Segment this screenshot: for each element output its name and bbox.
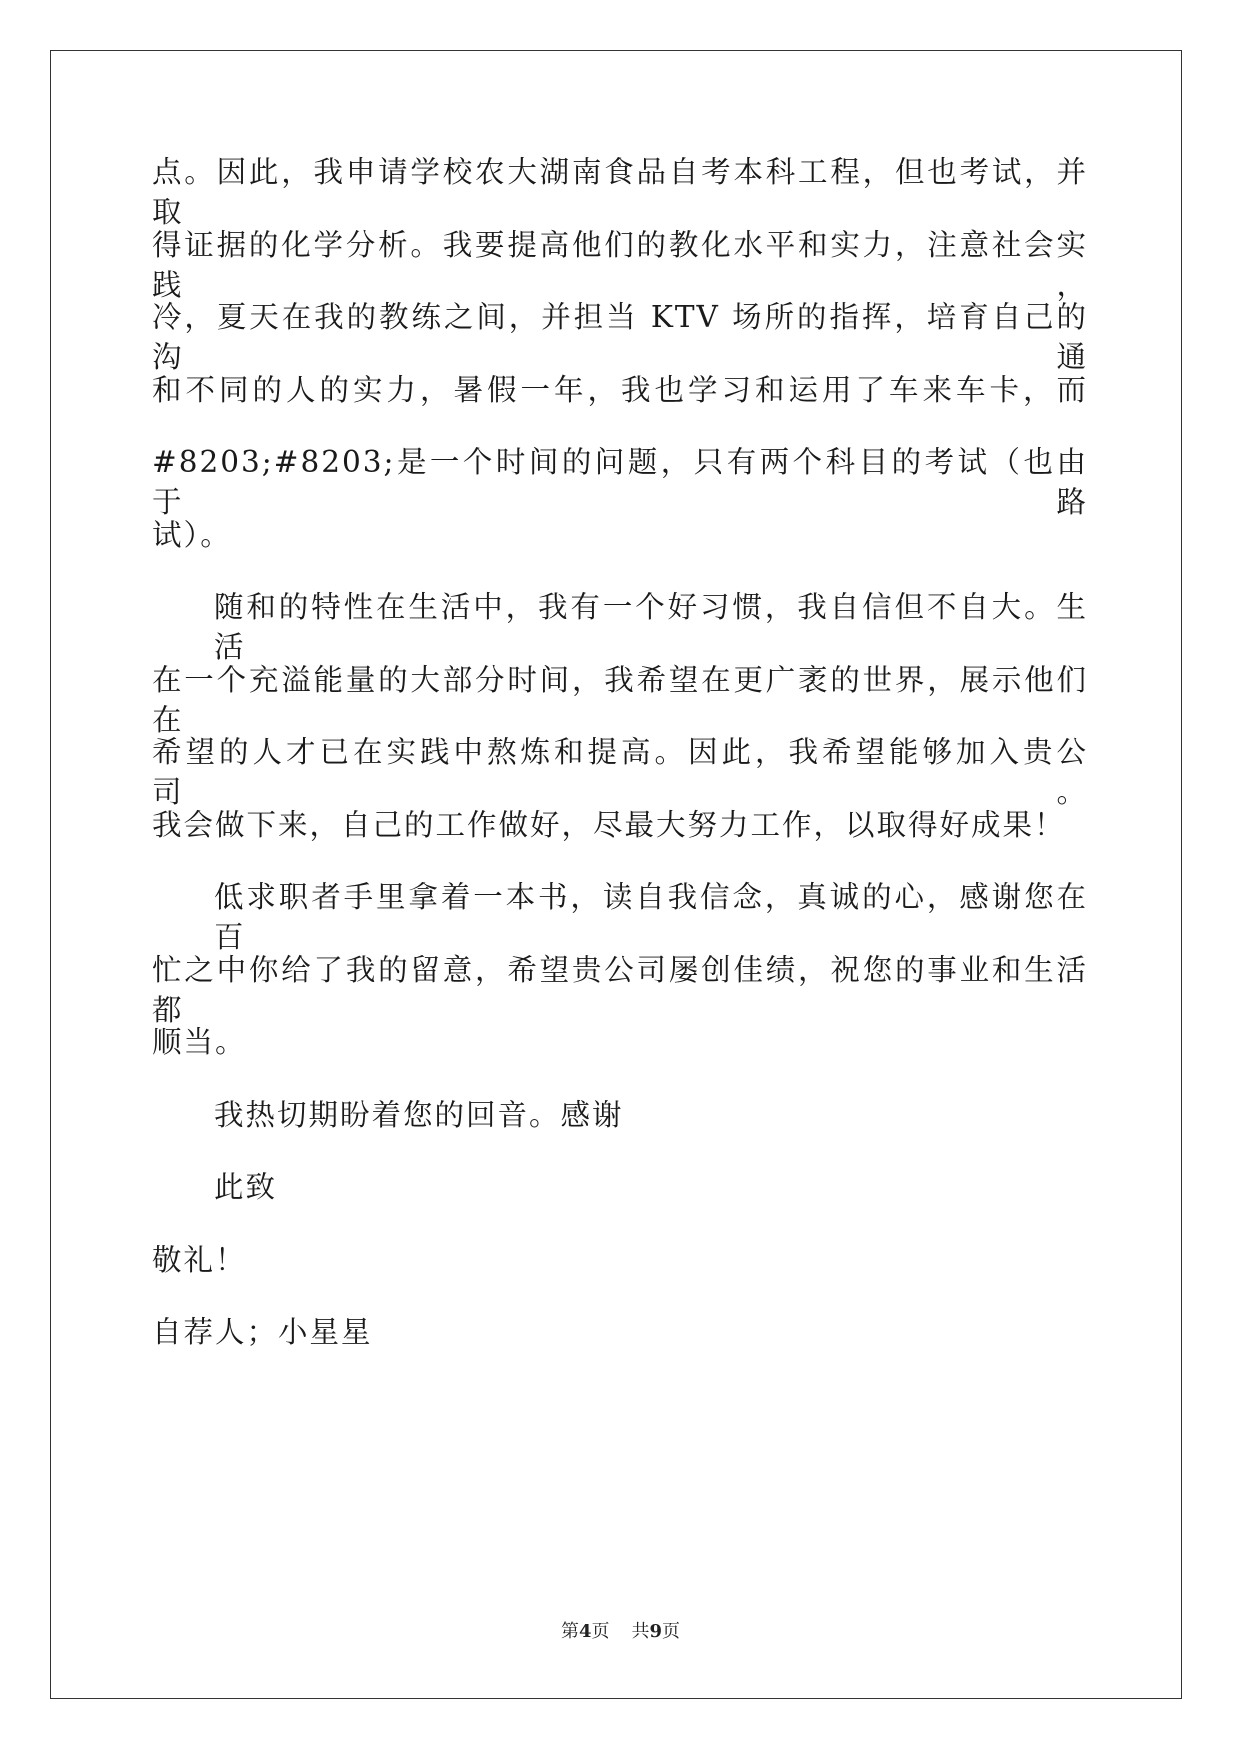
- total-pages: 9: [649, 1621, 663, 1642]
- text-line: 希望的人才已在实践中熬炼和提高。因此，我希望能够加入贵公司。: [152, 735, 1088, 809]
- total-prefix: 共: [631, 1621, 650, 1642]
- text-line: 冷，夏天在我的教练之间，并担当 KTV 场所的指挥，培育自己的沟通: [152, 300, 1088, 374]
- closing-thanks: 我热切期盼着您的回音。感谢: [214, 1098, 624, 1132]
- text-line: 在一个充溢能量的大部分时间，我希望在更广袤的世界，展示他们在: [152, 663, 1088, 737]
- page-suffix: 页: [591, 1621, 610, 1642]
- page-number: 4: [578, 1621, 592, 1642]
- text-line: 和不同的人的实力，暑假一年，我也学习和运用了车来车卡，而: [152, 373, 1088, 407]
- signature-line: 自荐人；小星星: [152, 1315, 373, 1349]
- text-line: 低求职者手里拿着一本书，读自我信念，真诚的心，感谢您在百: [214, 880, 1088, 954]
- text-line: 随和的特性在生活中，我有一个好习惯，我自信但不自大。生活: [214, 590, 1088, 664]
- text-line: 得证据的化学分析。我要提高他们的教化水平和实力，注意社会实践，: [152, 228, 1088, 302]
- text-line: 顺当。: [152, 1025, 247, 1059]
- text-line: 点。因此，我申请学校农大湖南食品自考本科工程，但也考试，并取: [152, 155, 1088, 229]
- text-line: #8203;#8203;是一个时间的问题，只有两个科目的考试（也由于路: [152, 445, 1088, 519]
- closing-regards: 敬礼！: [152, 1243, 247, 1277]
- closing-salutation: 此致: [214, 1170, 278, 1204]
- text-line: 忙之中你给了我的留意，希望贵公司屡创佳绩，祝您的事业和生活都: [152, 953, 1088, 1027]
- text-line: 我会做下来，自己的工作做好，尽最大努力工作，以取得好成果！: [152, 808, 1066, 842]
- text-line: 试）。: [152, 518, 232, 552]
- total-suffix: 页: [662, 1621, 681, 1642]
- page-prefix: 第: [560, 1621, 579, 1642]
- page-footer: [0, 1617, 1241, 1643]
